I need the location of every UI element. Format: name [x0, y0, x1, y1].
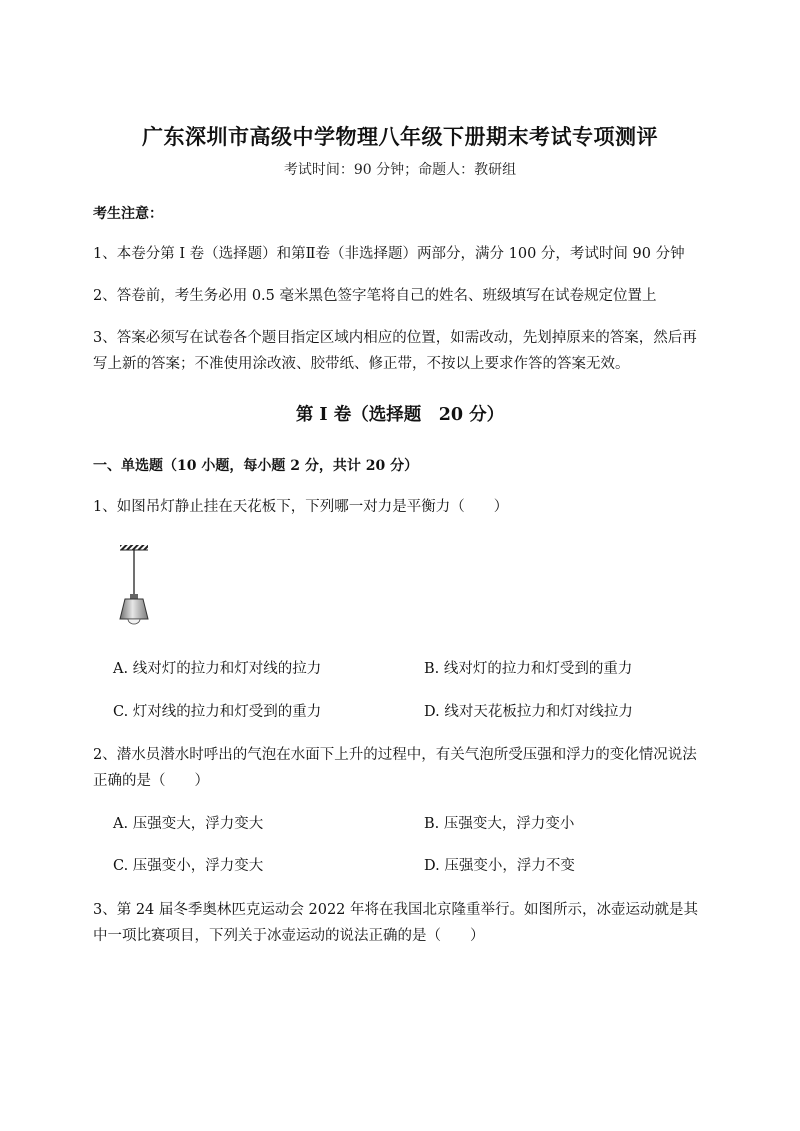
question-2-option-d: D. 压强变小，浮力不变	[424, 858, 575, 874]
question-2-option-a: A. 压强变大，浮力变大	[113, 816, 264, 832]
part-heading: 一、单选题（10 小题，每小题 2 分，共计 20 分）	[93, 458, 419, 474]
question-1-option-c: C. 灯对线的拉力和灯受到的重力	[113, 704, 322, 720]
notice-heading: 考生注意：	[93, 206, 163, 222]
question-2-option-c: C. 压强变小，浮力变大	[113, 858, 264, 874]
question-1-option-d: D. 线对天花板拉力和灯对线拉力	[424, 704, 633, 720]
notice-item-2: 2、答卷前，考生务必用 0.5 毫米黑色签字笔将自己的姓名、班级填写在试卷规定位置上	[93, 288, 657, 304]
exam-title: 广东深圳市高级中学物理八年级下册期末考试专项测评	[142, 124, 658, 149]
notice-item-3: 3、答案必须写在试卷各个题目指定区域内相应的位置，如需改动，先划掉原来的答案，然后再写上新的答案；不准使用涂改液、胶带纸、修正带，不按以上要求作答的答案无效。	[93, 330, 697, 372]
section-title: 第 I 卷（选择题 20 分）	[295, 405, 505, 425]
question-1-stem: 1、如图吊灯静止挂在天花板下，下列哪一对力是平衡力（ ）	[93, 499, 509, 515]
pendant-lamp-icon	[110, 543, 158, 631]
question-1-option-b: B. 线对灯的拉力和灯受到的重力	[424, 661, 633, 677]
question-1-option-a: A. 线对灯的拉力和灯对线的拉力	[113, 661, 322, 677]
question-2-option-b: B. 压强变大，浮力变小	[424, 816, 575, 832]
notice-item-1: 1、本卷分第 I 卷（选择题）和第Ⅱ卷（非选择题）两部分，满分 100 分，考试时间 90 分钟	[93, 246, 685, 262]
question-3-stem: 3、第 24 届冬季奥林匹克运动会 2022 年将在我国北京隆重举行。如图所示，冰壶运动就是其中一项比赛项目，下列关于冰壶运动的说法正确的是（ ）	[93, 902, 699, 944]
question-2-stem: 2、潜水员潜水时呼出的气泡在水面下上升的过程中，有关气泡所受压强和浮力的变化情况说法正确的是（ ）	[93, 747, 697, 789]
exam-subtitle: 考试时间：90 分钟；命题人：教研组	[283, 162, 517, 178]
